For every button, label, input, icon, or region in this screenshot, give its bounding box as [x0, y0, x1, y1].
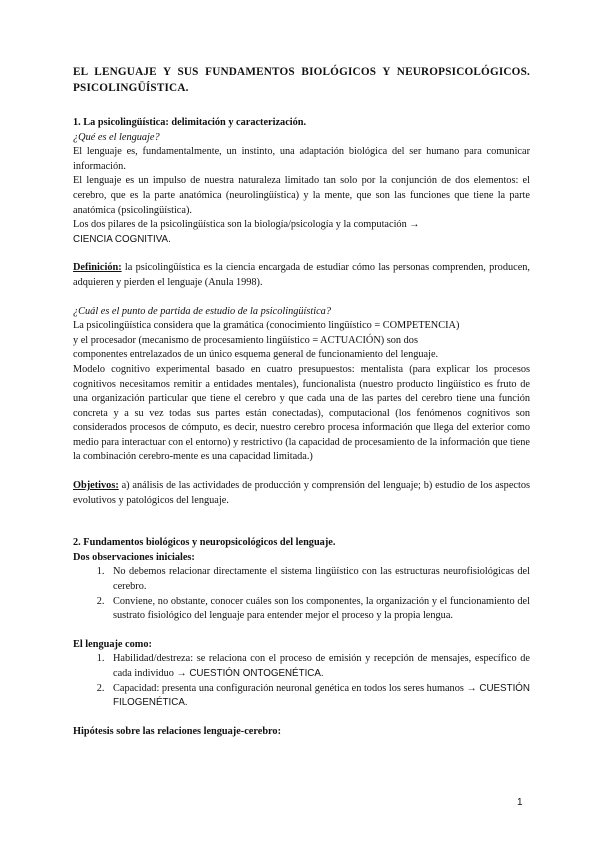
observations-list — [73, 565, 530, 623]
paragraph: Los dos pilares de la psicolingüística son la biología/psicología y la computación → — [73, 219, 420, 231]
question-what-is-language: ¿Qué es el lenguaje? — [73, 131, 160, 143]
document-title: EL LENGUAJE Y SUS FUNDAMENTOS BIOLÓGICOS Y NEUROPSICOLÓGICOS. PSICOLINGÜÍSTICA. — [73, 66, 530, 94]
definition-text: la psicolingüística es la ciencia encargada de estudiar cómo las personas comprenden, producen, adquieren y pierden el lenguaje (Anula 1998). — [73, 262, 530, 288]
document-page — [73, 64, 530, 739]
list-item: 1. No debemos relacionar directamente el sistema lingüístico con las estructuras neurofisiológicas del cerebro. — [107, 565, 530, 594]
list-item: 1. Habilidad/destreza: se relaciona con el proceso de emisión y recepción de mensajes, específico de cada individuo → CUESTIÓN ONTOGENÉTICA. — [107, 652, 530, 681]
paragraph: La psicolingüística considera que la gramática (conocimiento lingüístico = COMPETENCIA) — [73, 320, 460, 332]
section-1-heading: 1. La psicolingüística: delimitación y caracterización. — [73, 117, 307, 128]
initial-observations-heading: Dos observaciones iniciales: — [73, 551, 195, 563]
cognitive-science-label: CIENCIA COGNITIVA. — [73, 233, 171, 245]
page-number: 1 — [517, 797, 523, 808]
section-2-heading: 2. Fundamentos biológicos y neuropsicológicos del lenguaje. — [73, 537, 336, 549]
language-as-list — [73, 652, 530, 710]
objectives-label: Objetivos: — [73, 480, 119, 492]
language-as-heading: El lenguaje como: — [73, 638, 152, 650]
paragraph: El lenguaje es un impulso de nuestra naturaleza limitado tan solo por la conjunción de dos elementos: el cerebro, que es la parte anatómica (neurolingüística) y la mente, que son las funciones que tiene la parte anatómica (psicolingüística). — [73, 175, 530, 216]
paragraph: componentes entrelazados de un único esquema general de funcionamiento del lenguaje. — [73, 349, 439, 361]
list-item: 2. Capacidad: presenta una configuración neuronal genética en todos los seres humanos → CUESTIÓN FILOGENÉTICA. — [107, 682, 530, 711]
list-item: 2. Conviene, no obstante, conocer cuáles son los componentes, la organización y el funcionamiento del sustrato fisiológico del lenguaje para entender mejor el proceso y la propia lengua. — [107, 595, 530, 624]
objectives-text: a) análisis de las actividades de producción y comprensión del lenguaje; b) estudio de los aspectos evolutivos y patológicos del lenguaje. — [73, 480, 530, 506]
paragraph: Modelo cognitivo experimental basado en cuatro presupuestos: mentalista (para explicar los procesos cognitivos necesitamos remitir a entidades mentales), funcionalista (nuestro producto lingüístico es fruto de una organización particular que tiene el cerebro y que cada una de las partes del cerebro tiene una función concreta y a su vez todas sus partes están conectadas), computacional (los fenómenos cognitivos son considerados procesos de cómputo, es decir, nuestro cerebro procesa información que llega del exterior como medio para interactuar con el entorno) y restrictivo (la capacidad de procesamiento de la información que tiene la combinación cerebro-mente es una capacidad limitada.) — [73, 363, 530, 463]
hypotheses-heading: Hipótesis sobre las relaciones lenguaje-cerebro: — [73, 725, 282, 737]
definition-paragraph — [73, 261, 530, 290]
paragraph: y el procesador (mecanismo de procesamiento lingüístico = ACTUACIÓN) son dos — [73, 334, 418, 346]
objectives-paragraph — [73, 479, 530, 508]
paragraph: El lenguaje es, fundamentalmente, un instinto, una adaptación biológica del ser humano para comunicar información. — [73, 146, 530, 172]
definition-label: Definición: — [73, 262, 122, 274]
question-starting-point: ¿Cuál es el punto de partida de estudio de la psicolingüística? — [73, 305, 331, 317]
